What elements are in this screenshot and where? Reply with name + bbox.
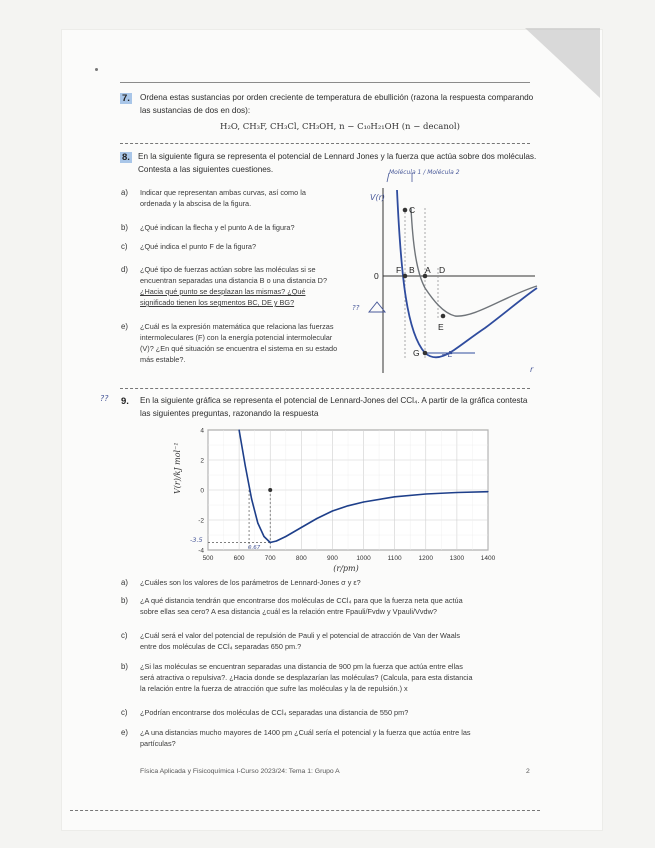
q9-item-b xyxy=(140,595,540,617)
handwritten-triangle-icon xyxy=(366,300,388,314)
chart-data-point xyxy=(239,429,240,430)
point-f-label: F xyxy=(396,265,402,275)
chart-data-point xyxy=(251,498,252,499)
handwritten-r-note: r xyxy=(530,365,534,374)
chart-data-point xyxy=(456,492,457,493)
question-7-formula: H₂O, CH₃F, CH₃Cl, CH₃OH, n − C₁₀H₂₁OH (n − decanol) xyxy=(220,122,460,132)
q9-item-a-label: a) xyxy=(121,578,128,587)
handwritten-question-marks: ?? xyxy=(352,304,360,312)
q9-margin-note: ?? xyxy=(100,394,109,403)
q8-item-e-line: (V)? ¿En qué situación se encuentra el sistema en su estado xyxy=(140,344,338,353)
potential-curve xyxy=(397,190,537,357)
question-7-number: 7. xyxy=(122,93,130,104)
q9-item-b-line: sobre ellas sea cero? A esa distancia ¿cuál es la relación entre Fpauli/Fvdw y Vpauli/Vvdw? xyxy=(140,607,437,616)
q9-item-e xyxy=(140,727,540,749)
q9-item-b-label: b) xyxy=(121,596,128,605)
chart-data-point xyxy=(276,540,277,541)
q9-item-b2-line: será atractiva o repulsiva?. ¿Hacia donde se desplazarían las moléculas? (Calcula, para esta distancia xyxy=(140,673,473,682)
chart-data-point xyxy=(363,501,364,502)
point-c-marker xyxy=(403,208,408,213)
q8-item-a xyxy=(140,187,375,209)
q9-item-e-label: e) xyxy=(121,728,128,737)
q8-item-d-line: ¿Qué tipo de fuerzas actúan sobre las moléculas si se xyxy=(140,265,316,274)
q8-item-d-label: d) xyxy=(121,265,128,274)
chart-x-tick-label: 1200 xyxy=(418,555,434,562)
handwritten-molecule-note: Molécula 1 / Molécula 2 xyxy=(389,169,460,176)
chart-x-tick-label: 700 xyxy=(264,555,276,562)
handwritten-e-note: −E xyxy=(441,350,453,359)
chart-x-tick-label: 500 xyxy=(202,555,214,562)
chart-data-point xyxy=(285,536,286,537)
separator-q7 xyxy=(120,143,530,144)
chart-data-point xyxy=(425,493,426,494)
point-e-label: E xyxy=(438,322,444,332)
chart-x-tick-label: 1400 xyxy=(480,555,496,562)
q8-item-d-line: significado tienen los segmentos BC, DE y BG? xyxy=(140,298,295,307)
q9-item-c-label: c) xyxy=(121,631,128,640)
chart-x-axis-label: (r/pm) xyxy=(333,564,359,573)
separator-q8 xyxy=(120,388,530,389)
chart-y-tick-label: 4 xyxy=(200,427,204,435)
q9-item-c xyxy=(140,630,540,652)
page-corner-shadow xyxy=(525,28,600,98)
scan-speck xyxy=(95,68,98,71)
question-9-number: 9. xyxy=(121,396,129,407)
point-g-marker xyxy=(423,351,428,356)
q9-item-c2-label: c) xyxy=(121,708,128,717)
q8-item-a-label: a) xyxy=(121,188,128,197)
q8-item-e xyxy=(140,321,375,365)
chart-x-tick-label: 900 xyxy=(327,555,338,562)
footer-course: Física Aplicada y Fisicoquímica I-Curso 2023/24: Tema 1: Grupo A xyxy=(140,768,340,775)
separator-bottom xyxy=(70,810,540,811)
point-f-marker xyxy=(403,274,408,279)
q8-item-e-line: más estable?. xyxy=(140,355,186,364)
point-g-label: G xyxy=(413,348,420,358)
separator-top xyxy=(120,82,530,83)
point-b-label: B xyxy=(409,265,415,275)
question-8-number: 8. xyxy=(122,152,130,163)
lennard-jones-figure xyxy=(370,168,540,378)
chart-data-point xyxy=(332,510,333,511)
question-8-text: En la siguiente figura se representa el potencial de Lennard Jones y la fuerza que actúa sobre dos moléculas. Contesta a las siguientes cuestiones. xyxy=(138,152,537,174)
q9-item-e-line: ¿A una distancias mucho mayores de 1400 pm ¿Cuál sería el potencial y la fuerza que actúa entre las xyxy=(140,728,471,737)
question-9-text: En la siguiente gráfica se representa el potencial de Lennard-Jones del CCl₄. A partir de la gráfica contesta las siguientes preguntas, razonando la respuesta xyxy=(140,396,528,418)
chart-data-point xyxy=(347,505,348,506)
chart-handwritten-y: -3.5 xyxy=(190,536,203,544)
q8-item-d-line: ¿Hacia qué punto se desplazan las mismas? ¿Qué xyxy=(140,287,306,296)
q8-item-e-line: intermoleculares (F) con la energía potencial intermolecular xyxy=(140,333,333,342)
q8-item-a-line: ordenada y la abscisa de la figura. xyxy=(140,199,252,208)
q9-item-c2: ¿Podrían encontrarse dos moléculas de CCl₄ separadas una distancia de 550 pm? xyxy=(140,708,409,717)
chart-y-axis-label: V(r)/kJ mol⁻¹ xyxy=(173,442,182,494)
q8-item-a-line: Indicar que representan ambas curvas, así como la xyxy=(140,188,306,197)
chart-x-tick-label: 600 xyxy=(233,555,245,562)
chart-data-point xyxy=(257,522,258,523)
chart-data-point xyxy=(301,527,302,528)
q9-item-b2-line: la relación entre la fuerza de atracción que sufre las moléculas y la de repulsión.) x xyxy=(140,684,408,693)
point-d-label: D xyxy=(439,265,446,275)
ccl4-potential-chart xyxy=(168,424,498,574)
q8-item-c-label: c) xyxy=(121,242,128,251)
point-c-label: C xyxy=(409,205,416,215)
point-a-label: A xyxy=(425,265,431,275)
chart-marker-zero xyxy=(268,488,272,492)
q9-item-b2-line: ¿Si las moléculas se encuentran separadas una distancia de 900 pm la fuerza que actúa entre ellas xyxy=(140,662,463,671)
point-e-marker xyxy=(441,314,446,319)
q9-item-c-line: ¿Cuál será el valor del potencial de repulsión de Pauli y el potencial de atracción de Van der Waals xyxy=(140,631,461,640)
footer-page-number: 2 xyxy=(526,768,530,775)
q9-item-b2 xyxy=(140,661,540,694)
chart-y-tick-label: -4 xyxy=(198,547,204,555)
force-curve xyxy=(411,208,537,316)
q8-item-e-line: ¿Cuál es la expresión matemática que relaciona las fuerzas xyxy=(140,322,334,331)
q8-item-c: ¿Qué indica el punto F de la figura? xyxy=(140,242,257,251)
chart-data-point xyxy=(263,536,264,537)
chart-x-tick-label: 1000 xyxy=(356,555,371,562)
q9-item-a: ¿Cuáles son los valores de los parámetros de Lennard-Jones σ y ε? xyxy=(140,578,361,587)
chart-y-tick-label: 0 xyxy=(200,487,204,495)
q8-item-e-label: e) xyxy=(121,322,128,331)
chart-data-point xyxy=(316,518,317,519)
chart-x-tick-label: 1100 xyxy=(387,555,402,562)
question-7-text: Ordena estas sustancias por orden creciente de temperatura de ebullición (razona la respuesta comparando las sustancias de dos en dos): xyxy=(140,93,534,115)
q8-item-d-line: encuentran separadas una distancia B o una distancia D? xyxy=(140,276,328,285)
chart-data-point xyxy=(270,542,271,543)
chart-handwritten-x: 0.67 xyxy=(248,545,261,551)
q9-item-c-line: entre dos moléculas de CCl₄ separadas 650 pm.? xyxy=(140,642,302,651)
zero-label: 0 xyxy=(374,271,379,281)
q8-item-b: ¿Qué indican la flecha y el punto A de la figura? xyxy=(140,223,295,232)
handwritten-v-note: V(r) xyxy=(370,193,386,202)
q9-item-b2-label: b) xyxy=(121,662,128,671)
q8-item-d xyxy=(140,264,375,308)
q9-item-e-line: partículas? xyxy=(140,739,176,748)
chart-x-tick-label: 800 xyxy=(295,555,307,562)
chart-x-tick-label: 1300 xyxy=(449,555,465,562)
q8-item-b-label: b) xyxy=(121,223,128,232)
chart-data-point xyxy=(245,465,246,466)
chart-data-point xyxy=(394,496,395,497)
chart-y-tick-label: -2 xyxy=(198,517,204,525)
q9-item-b-line: ¿A qué distancia tendrán que encontrarse dos moléculas de CCl₄ para que la fuerza neta que actúa xyxy=(140,596,463,605)
chart-data-point xyxy=(487,491,488,492)
chart-y-tick-label: 2 xyxy=(200,457,204,465)
